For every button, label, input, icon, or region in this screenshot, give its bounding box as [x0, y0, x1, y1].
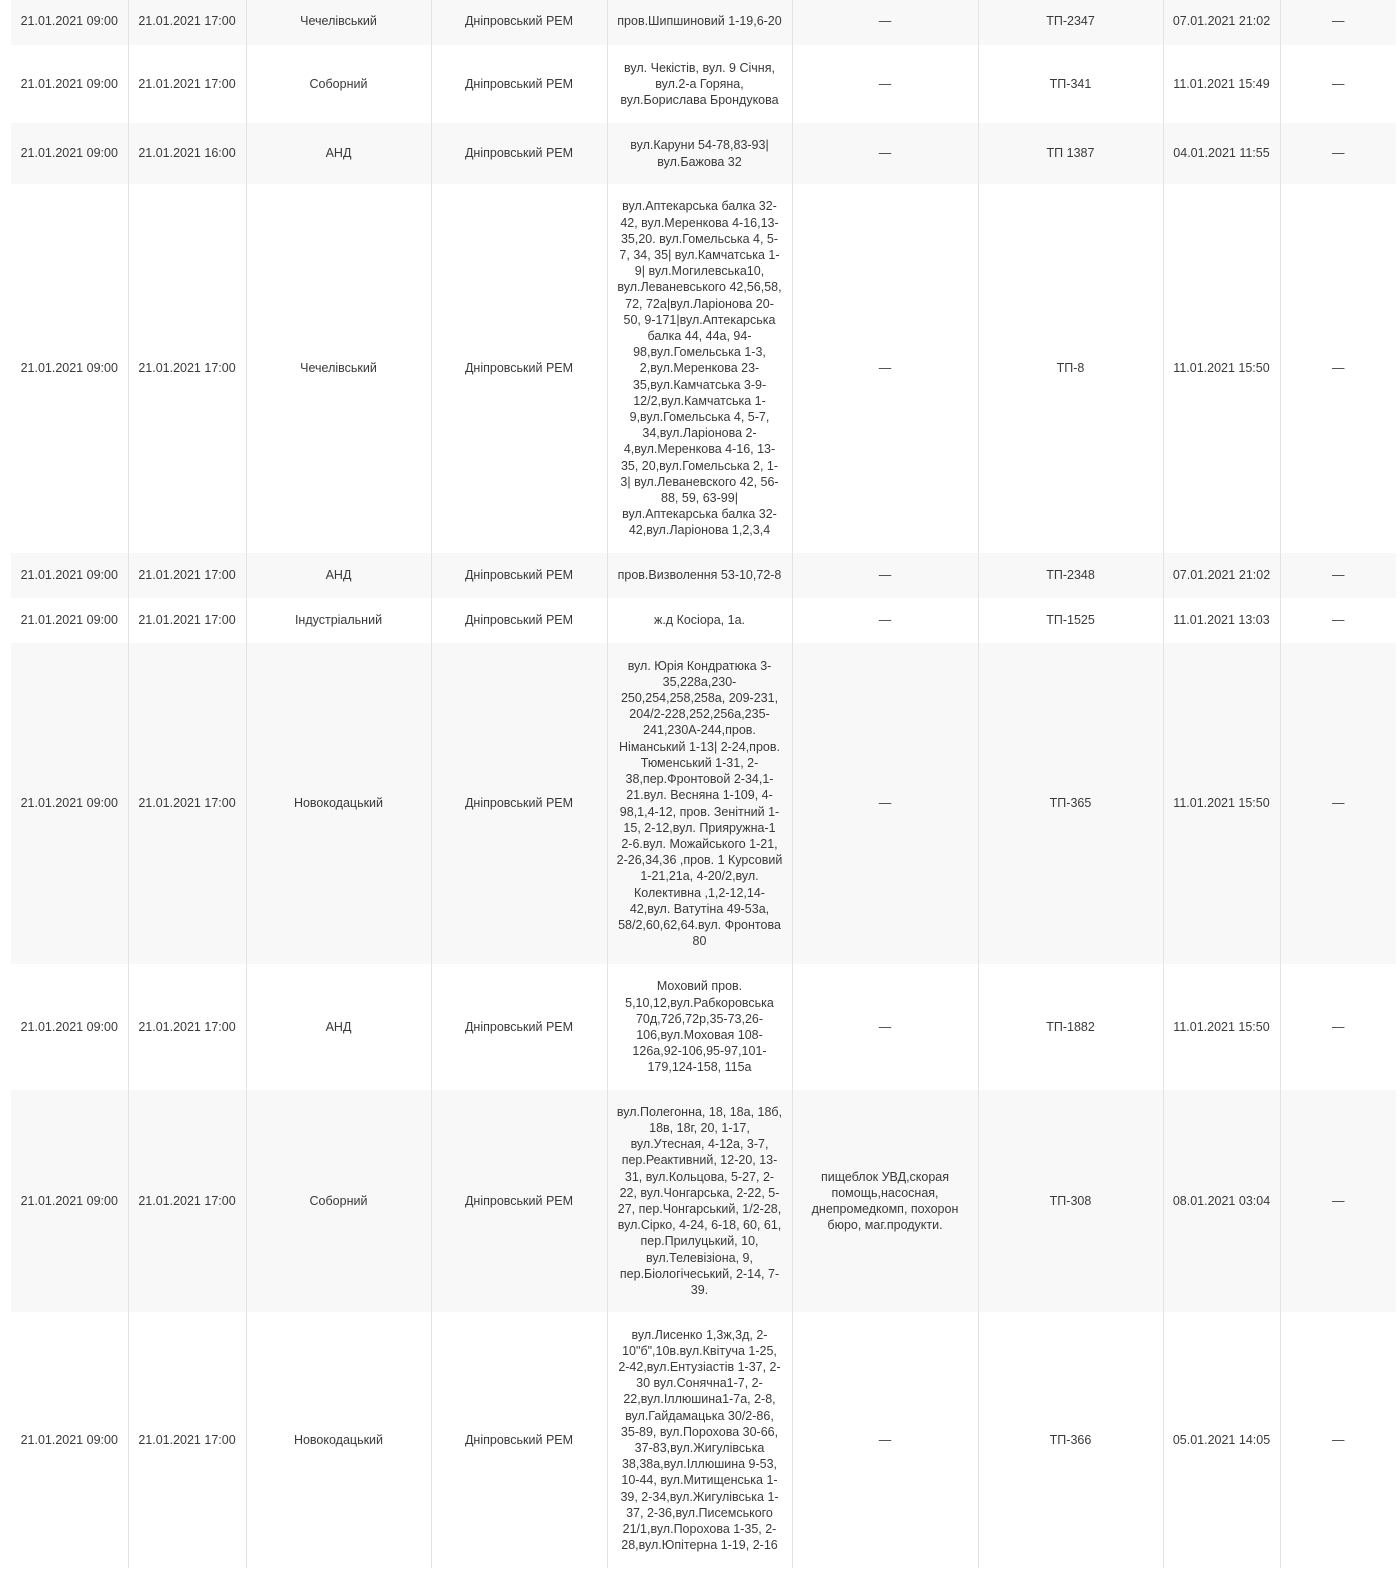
district-cell: Чечелівський — [246, 0, 431, 45]
created-cell: 11.01.2021 15:50 — [1163, 643, 1280, 964]
rem-cell: Дніпровський РЕМ — [431, 1090, 607, 1312]
created-cell: 05.01.2021 14:05 — [1163, 1312, 1280, 1568]
district-cell: Індустріальний — [246, 598, 431, 643]
table-row — [11, 964, 1396, 1090]
objects-cell: — — [792, 184, 978, 553]
created-cell: 11.01.2021 15:50 — [1163, 964, 1280, 1090]
objects-cell: — — [792, 553, 978, 598]
tp-cell: ТП-366 — [978, 1312, 1163, 1568]
district-cell: АНД — [246, 964, 431, 1090]
created-cell: 11.01.2021 15:50 — [1163, 184, 1280, 553]
note-cell: — — [1280, 1312, 1396, 1568]
end-time-cell: 21.01.2021 17:00 — [128, 964, 246, 1090]
note-cell: — — [1280, 123, 1396, 184]
start-time-cell: 21.01.2021 09:00 — [11, 45, 128, 123]
end-time-cell: 21.01.2021 17:00 — [128, 1090, 246, 1312]
district-cell: Соборний — [246, 45, 431, 123]
note-cell: — — [1280, 598, 1396, 643]
rem-cell: Дніпровський РЕМ — [431, 553, 607, 598]
note-cell: — — [1280, 0, 1396, 45]
table-row — [11, 123, 1396, 184]
start-time-cell: 21.01.2021 09:00 — [11, 643, 128, 964]
start-time-cell: 21.01.2021 09:00 — [11, 964, 128, 1090]
addresses-cell: вул.Полегонна, 18, 18а, 18б, 18в, 18г, 20, 1-17, вул.Утесная, 4-12а, 3-7, пер.Реактивний, 12-20, 13-31, вул.Кольцова, 5-27, 2-22, вул.Чонгарська, 2-22, 5-27, пер.Чонгарський, 1/2-28, вул.Сірко, 4-24, 6-18, 60, 61, пер.Прилуцький, 10, вул.Телевізіона, 9, пер.Біологічеський, 2-14, 7-39. — [607, 1090, 792, 1312]
tp-cell: ТП-308 — [978, 1090, 1163, 1312]
created-cell: 04.01.2021 11:55 — [1163, 123, 1280, 184]
start-time-cell: 21.01.2021 09:00 — [11, 1312, 128, 1568]
note-cell: — — [1280, 45, 1396, 123]
rem-cell: Дніпровський РЕМ — [431, 0, 607, 45]
tp-cell: ТП-2347 — [978, 0, 1163, 45]
created-cell: 11.01.2021 15:49 — [1163, 45, 1280, 123]
district-cell: Новокодацький — [246, 1312, 431, 1568]
district-cell: Чечелівський — [246, 184, 431, 553]
start-time-cell: 21.01.2021 09:00 — [11, 598, 128, 643]
rem-cell: Дніпровський РЕМ — [431, 123, 607, 184]
start-time-cell: 21.01.2021 09:00 — [11, 553, 128, 598]
objects-cell: — — [792, 45, 978, 123]
tp-cell: ТП-2348 — [978, 553, 1163, 598]
note-cell: — — [1280, 643, 1396, 964]
note-cell: — — [1280, 1090, 1396, 1312]
rem-cell: Дніпровський РЕМ — [431, 964, 607, 1090]
district-cell: АНД — [246, 123, 431, 184]
end-time-cell: 21.01.2021 17:00 — [128, 598, 246, 643]
created-cell: 07.01.2021 21:02 — [1163, 0, 1280, 45]
tp-cell: ТП-365 — [978, 643, 1163, 964]
start-time-cell: 21.01.2021 09:00 — [11, 123, 128, 184]
tp-cell: ТП-1525 — [978, 598, 1163, 643]
addresses-cell: вул. Юрія Кондратюка 3-35,228а,230-250,254,258,258а, 209-231, 204/2-228,252,256а,235-241,230А-244,пров. Німанський 1-13| 2-24,пров. Тюменський 1-31, 2-38,пер.Фронтовой 2-34,1-21.вул. Весняна 1-109, 4-98,1,4-12, пров. Зенітний 1-15, 2-12,вул. Прияружна-1 2-6.вул. Можайського 1-21, 2-26,34,36 ,пров. 1 Курсовий 1-21,21а, 4-20/2,вул. Колективна ,1,2-12,14-42,вул. Ватутіна 49-53а, 58/2,60,62,64.вул. Фронтова 80 — [607, 643, 792, 964]
note-cell: — — [1280, 964, 1396, 1090]
note-cell: — — [1280, 553, 1396, 598]
end-time-cell: 21.01.2021 17:00 — [128, 643, 246, 964]
table-row — [11, 1312, 1396, 1568]
objects-cell: — — [792, 964, 978, 1090]
end-time-cell: 21.01.2021 17:00 — [128, 1312, 246, 1568]
objects-cell: — — [792, 0, 978, 45]
table-row — [11, 553, 1396, 598]
addresses-cell: вул.Каруни 54-78,83-93| вул.Бажова 32 — [607, 123, 792, 184]
note-cell: — — [1280, 184, 1396, 553]
objects-cell: — — [792, 1312, 978, 1568]
end-time-cell: 21.01.2021 16:00 — [128, 123, 246, 184]
rem-cell: Дніпровський РЕМ — [431, 643, 607, 964]
addresses-cell: пров.Шипшиновий 1-19,6-20 — [607, 0, 792, 45]
table-row — [11, 598, 1396, 643]
table-row — [11, 0, 1396, 45]
start-time-cell: 21.01.2021 09:00 — [11, 1090, 128, 1312]
addresses-cell: Моховий пров. 5,10,12,вул.Рабкоровська 70д,72б,72р,35-73,26-106,вул.Моховая 108-126а,92-106,95-97,101-179,124-158, 115а — [607, 964, 792, 1090]
rem-cell: Дніпровський РЕМ — [431, 184, 607, 553]
rem-cell: Дніпровський РЕМ — [431, 45, 607, 123]
end-time-cell: 21.01.2021 17:00 — [128, 184, 246, 553]
district-cell: АНД — [246, 553, 431, 598]
tp-cell: ТП-1882 — [978, 964, 1163, 1090]
outage-schedule-table — [11, 0, 1396, 1568]
addresses-cell: вул.Лисенко 1,3ж,3д, 2-10"б",10в.вул.Квітуча 1-25, 2-42,вул.Ентузіастів 1-37, 2-30 вул.Сонячна1-7, 2-22,вул.Іллюшина1-7а, 2-8, вул.Гайдамацька 30/2-86, 35-89, вул.Порохова 30-66, 37-83,вул.Жигулівська 38,38а,вул.Іллюшина 9-53, 10-44, вул.Митищенська 1-39, 2-34,вул.Жигулівська 1-37, 2-36,вул.Писемського 21/1,вул.Порохова 1-35, 2-28,вул.Юпітерна 1-19, 2-16 — [607, 1312, 792, 1568]
rem-cell: Дніпровський РЕМ — [431, 598, 607, 643]
tp-cell: ТП-8 — [978, 184, 1163, 553]
district-cell: Соборний — [246, 1090, 431, 1312]
addresses-cell: ж.д Косіора, 1а. — [607, 598, 792, 643]
table-row — [11, 184, 1396, 553]
table-row — [11, 1090, 1396, 1312]
end-time-cell: 21.01.2021 17:00 — [128, 0, 246, 45]
district-cell: Новокодацький — [246, 643, 431, 964]
created-cell: 11.01.2021 13:03 — [1163, 598, 1280, 643]
objects-cell: — — [792, 598, 978, 643]
tp-cell: ТП-341 — [978, 45, 1163, 123]
created-cell: 08.01.2021 03:04 — [1163, 1090, 1280, 1312]
table-row — [11, 643, 1396, 964]
outage-schedule-table-container — [11, 0, 1396, 1568]
addresses-cell: пров.Визволення 53-10,72-8 — [607, 553, 792, 598]
start-time-cell: 21.01.2021 09:00 — [11, 0, 128, 45]
objects-cell: — — [792, 643, 978, 964]
start-time-cell: 21.01.2021 09:00 — [11, 184, 128, 553]
table-body — [11, 0, 1396, 1568]
end-time-cell: 21.01.2021 17:00 — [128, 553, 246, 598]
addresses-cell: вул.Аптекарська балка 32-42, вул.Меренкова 4-16,13-35,20. вул.Гомельська 4, 5-7, 34, 35| вул.Камчатська 1-9| вул.Могилевська10, вул.Леваневського 42,56,58, 72, 72а|вул.Ларіонова 20-50, 9-171|вул.Аптекарська балка 44, 44а, 94-98,вул.Гомельська 1-3, 2,вул.Меренкова 23-35,вул.Камчатська 3-9-12/2,вул.Камчатська 1-9,вул.Гомельська 4, 5-7, 34,вул.Ларіонова 2-4,вул.Меренкова 4-16, 13-35, 20,вул.Гомельська 2, 1-3| вул.Леваневского 42, 56-88, 59, 63-99|вул.Аптекарська балка 32-42,вул.Ларіонова 1,2,3,4 — [607, 184, 792, 553]
rem-cell: Дніпровський РЕМ — [431, 1312, 607, 1568]
end-time-cell: 21.01.2021 17:00 — [128, 45, 246, 123]
objects-cell: — — [792, 123, 978, 184]
created-cell: 07.01.2021 21:02 — [1163, 553, 1280, 598]
table-row — [11, 45, 1396, 123]
addresses-cell: вул. Чекістів, вул. 9 Січня, вул.2-а Горяна, вул.Борислава Брондукова — [607, 45, 792, 123]
tp-cell: ТП 1387 — [978, 123, 1163, 184]
objects-cell: пищеблок УВД,скорая помощь,насосная, днепромедкомп, похорон бюро, маг.продукти. — [792, 1090, 978, 1312]
